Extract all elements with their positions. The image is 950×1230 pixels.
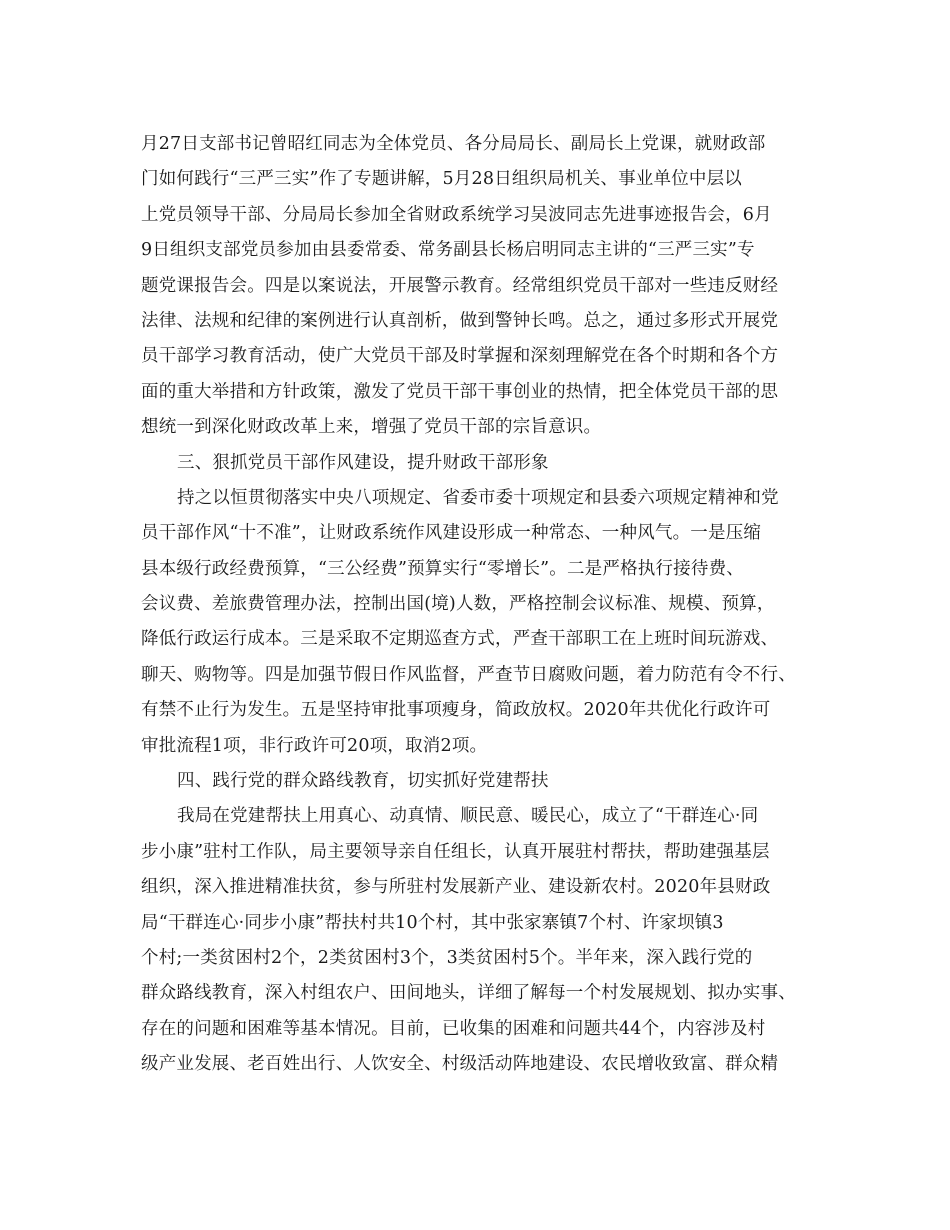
- text-line: 组织，深入推进精准扶贫，参与所驻村发展新产业、建设新农村。2020年县财政: [141, 877, 771, 898]
- text-line: 级产业发展、老百姓出行、人饮安全、村级活动阵地建设、农民增收致富、群众精: [141, 1054, 779, 1075]
- text-line: 9日组织支部党员参加由县委常委、常务副县长杨启明同志主讲的“三严三实”专: [141, 240, 755, 261]
- text-line: 面的重大举措和方针政策，激发了党员干部干事创业的热情，把全体党员干部的思: [141, 381, 779, 402]
- text-line: 群众路线教育，深入村组农户、田间地头，详细了解每一个村发展规划、拟办实事、: [141, 983, 796, 1004]
- section-heading: 四、践行党的群众路线教育，切实抓好党建帮扶: [177, 771, 549, 792]
- text-line: 审批流程1项，非行政许可20项，取消2项。: [141, 735, 488, 756]
- text-line: 月27日支部书记曾昭红同志为全体党员、各分局局长、副局长上党课，就财政部: [141, 134, 766, 154]
- text-line: 想统一到深化财政改革上来，增强了党员干部的宗旨意识。: [141, 417, 602, 438]
- text-line: 降低行政运行成本。三是采取不定期巡查方式，严查干部职工在上班时间玩游戏、: [141, 629, 779, 650]
- text-line: 局“干群连心·同步小康”帮扶村共10个村，其中张家寨镇7个村、许家坝镇3: [141, 912, 724, 933]
- text-line: 门如何践行“三严三实”作了专题讲解，5月28日组织局机关、事业单位中层以: [141, 169, 742, 190]
- text-line: 我局在党建帮扶上用真心、动真情、顺民意、暖民心，成立了“干群连心·同: [177, 806, 759, 827]
- text-line: 法律、法规和纪律的案例进行认真剖析，做到警钟长鸣。总之，通过多形式开展党: [141, 310, 779, 331]
- text-line: 存在的问题和困难等基本情况。目前，已收集的困难和问题共44个，内容涉及村: [141, 1018, 766, 1039]
- text-line: 上党员领导干部、分局局长参加全省财政系统学习吴波同志先进事迹报告会，6月: [141, 204, 772, 225]
- text-line: 有禁不止行为发生。五是坚持审批事项瘦身，简政放权。2020年共优化行政许可: [141, 700, 771, 721]
- text-line: 会议费、差旅费管理办法，控制出国(境)人数，严格控制会议标准、规模、预算，: [141, 594, 775, 615]
- text-line: 步小康”驻村工作队，局主要领导亲自任组长，认真开展驻村帮扶，帮助建强基层: [141, 841, 770, 862]
- text-line: 员干部作风“十不准”，让财政系统作风建设形成一种常态、一种风气。一是压缩: [141, 523, 762, 544]
- document-body: [141, 127, 841, 1083]
- text-line: 个村;一类贫困村2个，2类贫困村3个，3类贫困村5个。半年来，深入践行党的: [141, 947, 753, 968]
- text-line: 聊天、购物等。四是加强节假日作风监督，严查节日腐败问题，着力防范有令不行、: [141, 664, 796, 685]
- text-line: 县本级行政经费预算，“三公经费”预算实行“零增长”。二是严格执行接待费、: [141, 558, 744, 579]
- text-line: 持之以恒贯彻落实中央八项规定、省委市委十项规定和县委六项规定精神和党: [177, 487, 779, 508]
- section-heading: 三、狠抓党员干部作风建设，提升财政干部形象: [177, 452, 549, 473]
- text-line: 题党课报告会。四是以案说法，开展警示教育。经常组织党员干部对一些违反财经: [141, 275, 779, 296]
- text-line: 员干部学习教育活动，使广大党员干部及时掌握和深刻理解党在各个时期和各个方: [141, 346, 779, 367]
